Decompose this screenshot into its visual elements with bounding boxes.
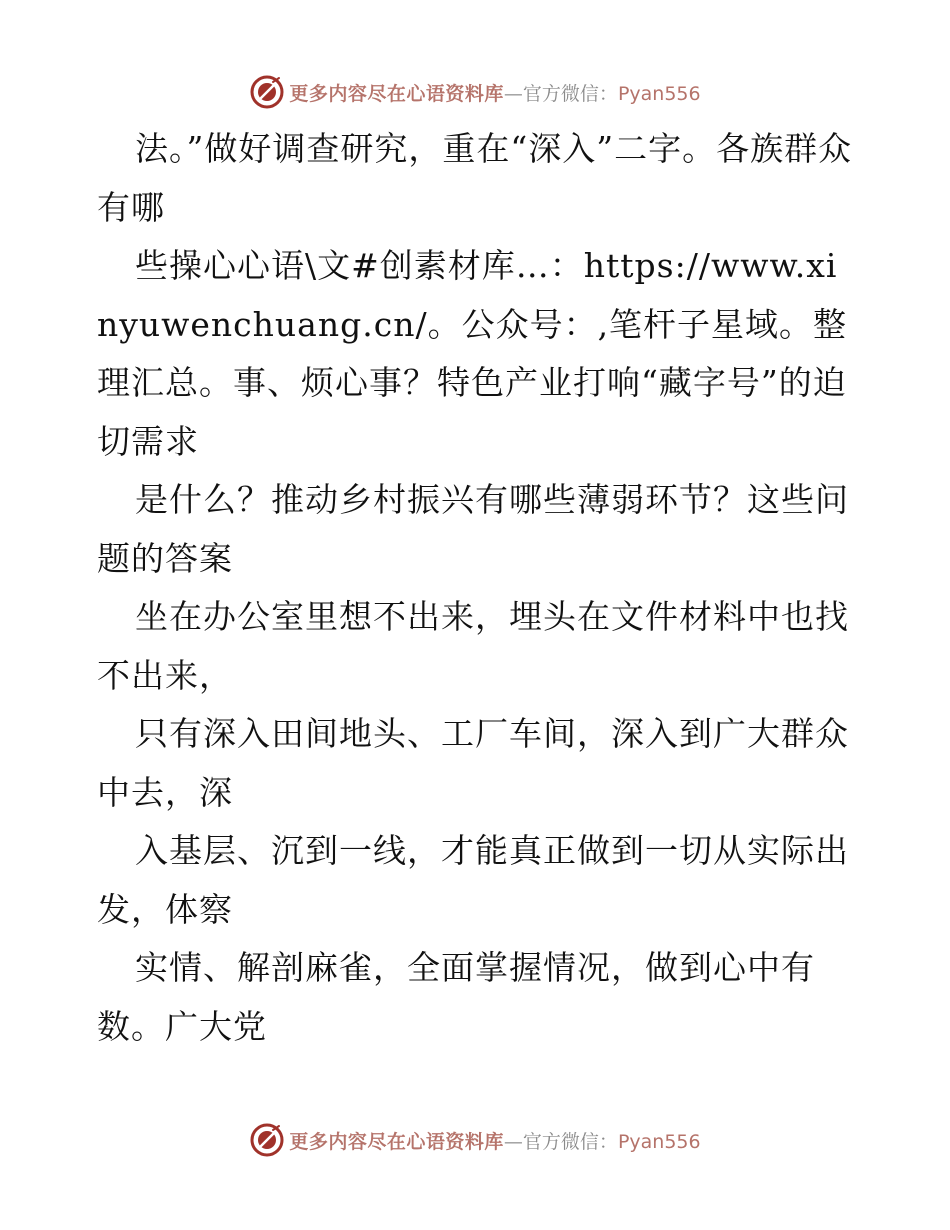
paragraph-7: 实情、解剖麻雀，全面掌握情况，做到心中有数。广大党 bbox=[97, 948, 815, 1046]
paragraph-2: 些操心心语\文#创素材库…：https://www.xinyuwenchuang.cn/。公众号：,笔杆子星域。整理汇总。事、烦心事？特色产业打响“藏字号”的迫切需求 bbox=[97, 246, 848, 461]
footer-brand: 更多内容尽在心语资料库 bbox=[289, 1130, 504, 1153]
paragraph-3: 是什么？推动乡村振兴有哪些薄弱环节？这些问题的答案 bbox=[97, 480, 849, 578]
header-wechat-id: Pyan556 bbox=[617, 82, 701, 105]
footer-wechat-label: 官方微信： bbox=[522, 1130, 618, 1153]
footer-dash: — bbox=[503, 1130, 523, 1153]
header-wechat-label: 官方微信： bbox=[522, 82, 618, 105]
header-brand: 更多内容尽在心语资料库 bbox=[289, 82, 504, 105]
seal-logo-icon bbox=[249, 1122, 285, 1158]
footer-wechat-id: Pyan556 bbox=[617, 1130, 701, 1153]
footer-banner bbox=[0, 1118, 950, 1162]
header-dash: — bbox=[503, 82, 523, 105]
paragraph-6: 入基层、沉到一线，才能真正做到一切从实际出发，体察 bbox=[97, 831, 849, 929]
seal-logo-icon bbox=[249, 74, 285, 110]
header-text bbox=[289, 79, 700, 106]
document-body bbox=[97, 120, 857, 1056]
header-banner bbox=[0, 70, 950, 114]
footer-text bbox=[289, 1127, 700, 1154]
paragraph-1: 法。”做好调查研究，重在“深入”二字。各族群众有哪 bbox=[97, 129, 853, 227]
paragraph-5: 只有深入田间地头、工厂车间，深入到广大群众中去，深 bbox=[97, 714, 849, 812]
paragraph-4: 坐在办公室里想不出来，埋头在文件材料中也找不出来， bbox=[97, 597, 849, 695]
